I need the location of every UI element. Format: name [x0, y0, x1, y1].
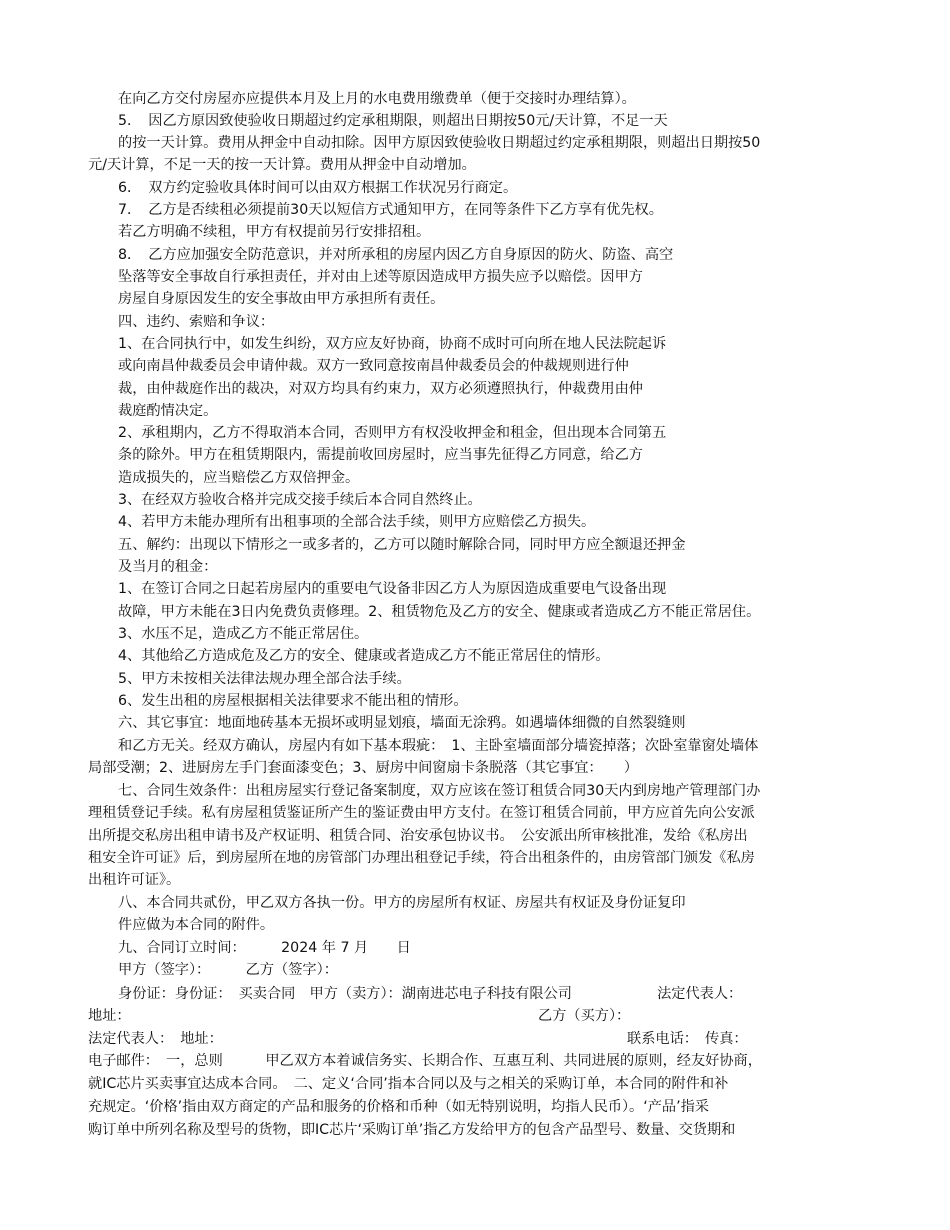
text-line: 的按一天计算。费用从押金中自动扣除。因甲方原因致使验收日期超过约定承租期限，则超出日期按50 — [118, 135, 761, 151]
text-line: 4、其他给乙方造成危及乙方的安全、健康或者造成乙方不能正常居住的情形。 — [118, 648, 610, 664]
text-line: 裁庭酌情决定。 — [118, 403, 218, 419]
text-line: 出租许可证》。 — [88, 872, 181, 888]
party-info-line: 身份证：身份证： 买卖合同 甲方（卖方）：湖南进芯电子科技有限公司 法定代表人： — [118, 986, 743, 1002]
section-heading: 七、合同生效条件：出租房屋实行登记备案制度，双方应该在签订租赁合同30天内到房地产管理部门办 — [118, 783, 761, 799]
section-heading: 六、其它事宜：地面地砖基本无损坏或明显划痕，墙面无涂鸦。如遇墙体细微的自然裂缝则 — [118, 715, 686, 731]
text-line: 3、在经双方验收合格并完成交接手续后本合同自然终止。 — [118, 492, 482, 508]
contact-label: 联系电话： 传真： — [627, 1031, 748, 1047]
text-line: 若乙方明确不续租，甲方有权提前另行安排招租。 — [118, 224, 431, 240]
section-heading: 八、本合同共贰份，甲乙双方各执一份。甲方的房屋所有权证、房屋共有权证及身份证复印 — [118, 895, 686, 911]
text-line: 5． 因乙方原因致使验收日期超过约定承租期限，则超出日期按50元/天计算，不足一天 — [118, 113, 668, 129]
text-line: 及当月的租金： — [118, 559, 218, 575]
text-line: 在向乙方交付房屋亦应提供本月及上月的水电费用缴费单（便于交接时办理结算）。 — [118, 91, 636, 107]
text-line: 8． 乙方应加强安全防范意识，并对所承租的房屋内因乙方自身原因的防火、防盗、高空 — [118, 247, 674, 263]
text-line: 件应做为本合同的附件。 — [118, 917, 275, 933]
text-line: 租安全许可证》后，到房屋所在地的房管部门办理出租登记手续，符合出租条件的，由房管部门颁发《私房 — [88, 850, 755, 866]
text-line: 故障，甲方未能在3日内免费负责修理。2、租赁物危及乙方的安全、健康或者造成乙方不能正常居住。 — [118, 604, 761, 620]
text-line: 和乙方无关。经双方确认，房屋内有如下基本瑕疵： 1、主卧室墙面部分墙瓷掉落；次卧室靠窗处墙体 — [118, 738, 759, 754]
section-heading: 四、违约、索赔和争议： — [118, 314, 275, 330]
text-line: 就IC芯片买卖事宜达成本合同。 二、定义‘合同’指本合同以及与之相关的采购订单，本合同的附件和补 — [88, 1076, 729, 1092]
buyer-label: 乙方（买方）： — [538, 1008, 631, 1024]
address-label: 地址： — [88, 1008, 131, 1024]
contract-date: 九、合同订立时间： 2024 年 7 月 日 — [118, 940, 411, 956]
text-line: 2、承租期内，乙方不得取消本合同，否则甲方有权没收押金和租金，但出现本合同第五 — [118, 425, 667, 441]
signature-line: 甲方（签字）： 乙方（签字）： — [118, 962, 338, 978]
text-line: 元/天计算，不足一天的按一天计算。费用从押金中自动增加。 — [88, 157, 476, 173]
representative-label: 法定代表人： 地址： — [88, 1031, 223, 1047]
text-line: 电子邮件： 一，总则 甲乙双方本着诚信务实、长期合作、互惠互利、共同进展的原则，经友好协商， — [88, 1053, 762, 1069]
text-line: 1、在签订合同之日起若房屋内的重要电气设备非因乙方人为原因造成重要电气设备出现 — [118, 581, 667, 597]
text-line: 出所提交私房出租申请书及产权证明、租赁合同、治安承包协议书。 公安派出所审核批准，发给《私房出 — [88, 828, 748, 844]
text-line: 4、若甲方未能办理所有出租事项的全部合法手续，则甲方应赔偿乙方损失。 — [118, 514, 596, 530]
text-line: 1、在合同执行中，如发生纠纷，双方应友好协商，协商不成时可向所在地人民法院起诉 — [118, 336, 667, 352]
text-line: 裁，由仲裁庭作出的裁决，对双方均具有约束力，双方必须遵照执行，仲裁费用由仲 — [118, 381, 643, 397]
text-line: 或向南昌仲裁委员会申请仲裁。双方一致同意按南昌仲裁委员会的仲裁规则进行仲 — [118, 358, 629, 374]
text-line: 局部受潮；2、进厨房左手门套面漆变色；3、厨房中间窗扇卡条脱落（其它事宜： ） — [88, 760, 639, 776]
text-line: 房屋自身原因发生的安全事故由甲方承担所有责任。 — [118, 291, 445, 307]
text-line: 造成损失的，应当赔偿乙方双倍押金。 — [118, 470, 360, 486]
text-line: 3、水压不足，造成乙方不能正常居住。 — [118, 626, 369, 642]
text-line: 条的除外。甲方在租赁期限内，需提前收回房屋时，应当事先征得乙方同意，给乙方 — [118, 447, 643, 463]
text-line: 坠落等安全事故自行承担责任，并对由上述等原因造成甲方损失应予以赔偿。因甲方 — [118, 269, 643, 285]
text-line: 6、发生出租的房屋根据相关法律要求不能出租的情形。 — [118, 693, 468, 709]
section-heading: 五、解约：出现以下情形之一或多者的，乙方可以随时解除合同，同时甲方应全额退还押金 — [118, 537, 686, 553]
text-line: 7． 乙方是否续租必须提前30天以短信方式通知甲方，在同等条件下乙方享有优先权。 — [118, 202, 663, 218]
text-line: 5、甲方未按相关法律法规办理全部合法手续。 — [118, 671, 411, 687]
text-line: 6． 双方约定验收具体时间可以由双方根据工作状况另行商定。 — [118, 180, 518, 196]
text-line: 购订单中所列名称及型号的货物，即IC芯片‘采购订单’指乙方发给甲方的包含产品型号、数量、交货期和 — [88, 1122, 736, 1138]
text-line: 充规定。‘价格’指由双方商定的产品和服务的价格和币种（如无特别说明，均指人民币）。‘产品’指采 — [88, 1099, 710, 1115]
text-line: 理租赁登记手续。私有房屋租赁鉴证所产生的鉴证费由甲方支付。在签订租赁合同前，甲方应首先向公安派 — [88, 805, 755, 821]
